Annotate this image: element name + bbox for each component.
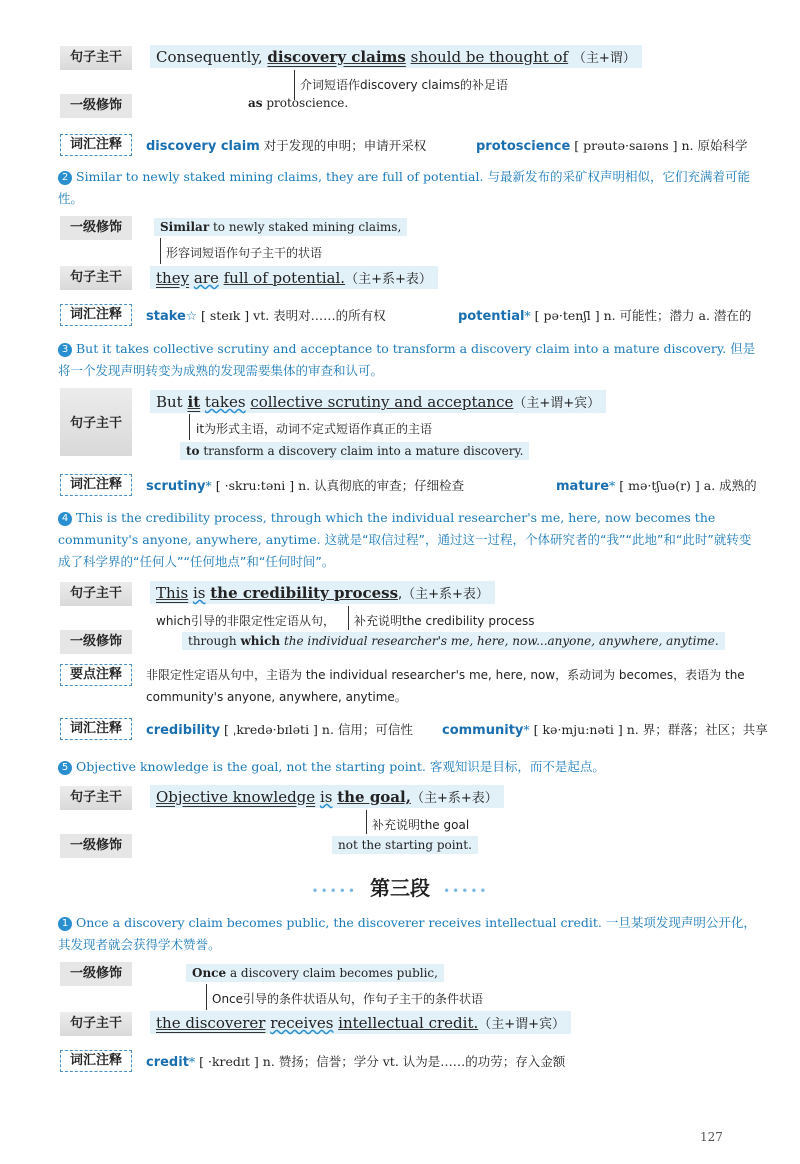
predicate: should be thought of [410,48,569,66]
label-modifier: 一级修饰 [60,834,132,858]
sentence-number: 5 [58,761,72,775]
modifier-text: not the starting point. [332,836,478,854]
label-main: 句子主干 [60,266,132,290]
text: Consequently, [156,48,263,66]
p3-sentence-1: 1 Once a discovery claim becomes public, the discoverer receives intellectual credit. 一旦某项发现声明公开化，其发现者就会获得学术赞誉。 [58,915,756,952]
sentence-main [150,45,642,68]
sentence-main: This is the credibility process,（主+系+表） [150,581,495,604]
label-main: 句子主干 [60,1012,132,1036]
label-vocab: 词汇注释 [60,1050,132,1072]
grammar-note: Once引导的条件状语从句，作句子主干的条件状语 [212,992,484,1006]
section-title: 第三段 [370,876,430,900]
connector-line [189,414,190,440]
label-modifier: 一级修饰 [60,962,132,986]
sentence-main: Objective knowledge is the goal,（主+系+表） [150,785,504,808]
label-modifier: 一级修饰 [60,630,132,654]
modifier-text: as protoscience. [248,96,349,110]
label-main: 句子主干 [60,786,132,810]
label-main: 句子主干 [60,46,132,70]
label-vocab: 词汇注释 [60,134,132,156]
sentence-3: 3 But it takes collective scrutiny and acceptance to transform a discovery claim into a mature discovery. 但是将一个发现声明转变为成熟的发现需要集体的审查和认可。 [58,341,756,378]
sentence-4: 4 This is the credibility process, through which the individual researcher's me, here, now becomes the community's anyone, anywhere, anytime. 这就是“取信过程”，通过这一过程，个体研究者的“我”“此地”和“此时”就转变成了科学界的“任何人”“任何地点”和“任何时间”。 [58,510,752,569]
vocab-entry: discovery claim 对于发现的申明；申请开采权 [146,138,427,154]
structure-note: （主+谓） [572,51,636,66]
sentence-main: But it takes collective scrutiny and acceptance（主+谓+宾） [150,390,606,413]
grammar-note: 形容词短语作句子主干的状语 [166,246,323,260]
label-modifier: 一级修饰 [60,94,132,118]
label-modifier: 一级修饰 [60,216,132,240]
label-vocab: 词汇注释 [60,718,132,740]
connector-line [348,606,349,630]
sentence-2: 2 Similar to newly staked mining claims, they are full of potential. 与最新发布的采矿权声明相似，它们充满着可能性。 [58,169,750,206]
connector-line [366,810,367,834]
grammar-note: which引导的非限定性定语从句， [156,614,335,628]
sentence-number: 3 [58,343,72,357]
vocab-entry: potential* [ pə·tenʃl ] n. 可能性；潜力 a. 潜在的 [458,308,752,324]
vocab-entry: scrutiny* [ ·skru:təni ] n. 认真彻底的审查；仔细检查 [146,478,465,494]
label-main: 句子主干 [60,582,132,606]
label-main: 句子主干 [69,416,122,431]
vocab-entry: credibility [ ˌkredə·bɪləti ] n. 信用；可信性 [146,722,413,738]
connector-line [206,984,207,1010]
vocab-entry: mature* [ mə·tʃuə(r) ] a. 成熟的 [556,478,757,494]
grammar-note: 介词短语作discovery claims的补足语 [300,78,509,92]
sentence-main: the discoverer receives intellectual credit.（主+谓+宾） [150,1011,571,1034]
modifier-text: Similar to newly staked mining claims, [154,218,407,236]
modifier-text: through which the individual researcher's me, here, now...anyone, anywhere, anytime. [182,632,725,650]
sentence-number: 1 [58,917,72,931]
vocab-entry: credit* [ ·kredɪt ] n. 赞扬；信誉；学分 vt. 认为是……的功劳；存入金额 [146,1054,566,1070]
connector-line [160,238,161,264]
sentence-number: 4 [58,512,72,526]
grammar-note: it为形式主语，动词不定式短语作真正的主语 [196,422,433,436]
label-vocab: 词汇注释 [60,304,132,326]
section-heading [0,872,800,901]
vocab-entry: protoscience [ prəutə·saɪəns ] n. 原始科学 [476,138,748,154]
key-note-text: 非限定性定语从句中，主语为 the individual researcher's me, here, now，系动词为 becomes，表语为 the community's anyone, anywhere, anytime。 [146,668,745,704]
subject: discovery claims [267,48,406,66]
grammar-note: 补充说明the goal [372,818,470,832]
decor-dots-left: ••••• [311,884,357,898]
modifier-text: Once a discovery claim becomes public, [186,964,444,982]
infinitive-phrase: to transform a discovery claim into a mature discovery. [180,442,529,460]
grammar-note: 补充说明the credibility process [354,614,535,628]
sentence-main: they are full of potential.（主+系+表） [150,266,438,289]
sentence-number: 2 [58,171,72,185]
vocab-entry: community* [ kə·mju:nəti ] n. 界；群落；社区；共享 [442,722,768,738]
sentence-5: 5 Objective knowledge is the goal, not the starting point. 客观知识是目标，而不是起点。 [58,756,758,778]
vocab-entry: stake☆ [ steɪk ] vt. 表明对……的所有权 [146,308,386,324]
page-number: 127 [700,1130,723,1144]
label-vocab: 词汇注释 [60,474,132,496]
label-key-notes: 要点注释 [60,664,132,686]
decor-dots-right: ••••• [443,884,489,898]
